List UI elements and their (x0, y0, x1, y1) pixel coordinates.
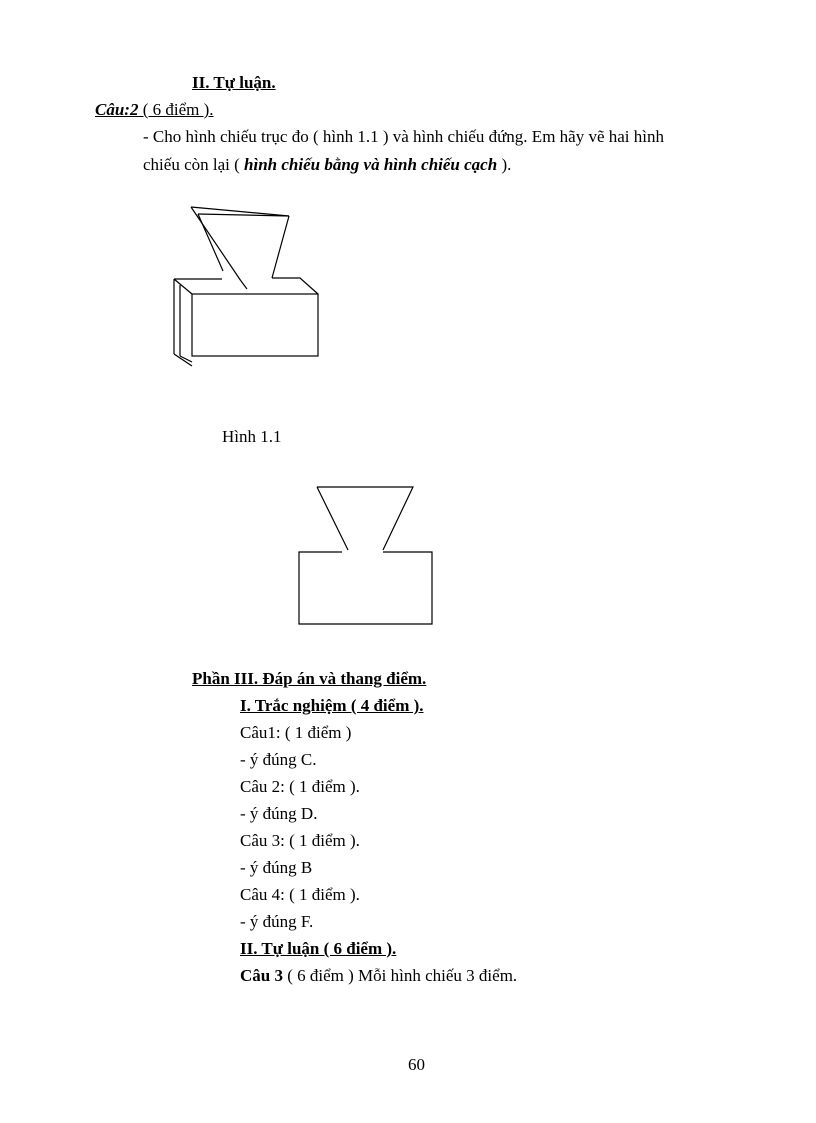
essay-line (240, 966, 517, 986)
answer-label: Câu 3: ( 1 điểm ). (240, 831, 360, 850)
answer-label: Câu 4: ( 1 điểm ). (240, 885, 360, 904)
instruction-emphasis: hình chiếu bằng và hình chiếu cạch (244, 155, 498, 174)
page-number: 60 (408, 1055, 425, 1074)
figure-caption: Hình 1.1 (222, 427, 282, 446)
essay-label: Câu 3 (240, 966, 283, 985)
answer-value: - ý đúng C. (240, 750, 317, 769)
instruction-pre: chiếu còn lại ( (143, 155, 245, 174)
question-label: Câu:2 (95, 100, 139, 119)
answer-value: - ý đúng D. (240, 804, 318, 823)
answer-value: - ý đúng F. (240, 912, 314, 931)
answer-value: - ý đúng B (240, 858, 313, 877)
answer-label: Câu1: ( 1 điểm ) (240, 723, 352, 742)
essay-heading: II. Tự luận ( 6 điểm ). (240, 939, 397, 958)
part3-subheading: I. Trắc nghiệm ( 4 điểm ). (240, 696, 424, 715)
answer-label: Câu 2: ( 1 điểm ). (240, 777, 360, 796)
instruction-post: ). (497, 155, 512, 174)
question-points: ( 6 điểm ). (138, 100, 214, 119)
instruction-line-1: - Cho hình chiếu trục đo ( hình 1.1 ) và hình chiếu đứng. Em hãy vẽ hai hình (143, 127, 664, 146)
section-heading: II. Tự luận. (192, 73, 276, 92)
part3-heading: Phần III. Đáp án và thang điểm. (192, 669, 427, 688)
essay-text: ( 6 điểm ) Mỗi hình chiếu 3 điểm. (282, 966, 518, 985)
